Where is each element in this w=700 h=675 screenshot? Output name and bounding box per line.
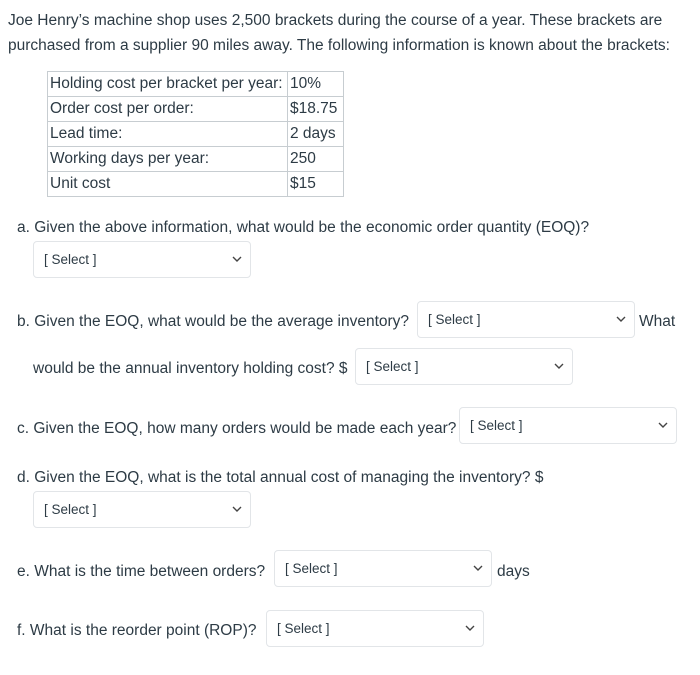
table-cell-label: Holding cost per bracket per year: [48, 72, 288, 97]
chevron-down-icon [232, 255, 242, 265]
question-f-text: f. What is the reorder point (ROP)? [17, 622, 257, 639]
orders-per-year-select[interactable] [459, 407, 677, 444]
chevron-down-icon [554, 362, 564, 372]
select-value: [ Select ] [428, 312, 481, 327]
chevron-down-icon [473, 564, 483, 574]
question-c-text: c. Given the EOQ, how many orders would be made each year? [17, 420, 457, 437]
table-row [48, 72, 344, 97]
holding-cost-select[interactable] [355, 348, 573, 385]
chevron-down-icon [658, 421, 668, 431]
table-cell-value: $15 [288, 172, 344, 197]
table-row [48, 172, 344, 197]
select-value: [ Select ] [44, 252, 97, 267]
total-cost-select[interactable] [33, 491, 251, 528]
bracket-info-table [47, 71, 344, 197]
problem-intro: Joe Henry’s machine shop uses 2,500 brackets during the course of a year. These brackets are purchased from a supplier 90 miles away. The following information is known about the brackets: [8, 12, 670, 54]
table-row [48, 122, 344, 147]
average-inventory-select[interactable] [417, 301, 635, 338]
chevron-down-icon [616, 315, 626, 325]
question-b-continuation: What [639, 313, 676, 330]
table-cell-label: Working days per year: [48, 147, 288, 172]
chevron-down-icon [465, 624, 475, 634]
question-b-text: b. Given the EOQ, what would be the average inventory? [17, 313, 410, 330]
chevron-down-icon [232, 505, 242, 515]
select-value: [ Select ] [277, 621, 330, 636]
table-cell-label: Unit cost [48, 172, 288, 197]
select-value: [ Select ] [366, 359, 419, 374]
question-d-text: d. Given the EOQ, what is the total annual cost of managing the inventory? $ [17, 469, 544, 486]
table-cell-label: Lead time: [48, 122, 288, 147]
select-value: [ Select ] [44, 502, 97, 517]
reorder-point-select[interactable] [266, 610, 484, 647]
time-between-orders-select[interactable] [274, 550, 492, 587]
table-cell-value: 2 days [288, 122, 344, 147]
select-value: [ Select ] [470, 418, 523, 433]
question-b-text-2: would be the annual inventory holding cost? $ [33, 360, 348, 377]
question-a-text: a. Given the above information, what would be the economic order quantity (EOQ)? [17, 219, 590, 236]
select-value: [ Select ] [285, 561, 338, 576]
table-cell-label: Order cost per order: [48, 97, 288, 122]
question-e-text: e. What is the time between orders? [17, 563, 266, 580]
question-e-unit: days [497, 563, 530, 580]
table-cell-value: 10% [288, 72, 344, 97]
table-row [48, 97, 344, 122]
eoq-select[interactable] [33, 241, 251, 278]
table-cell-value: 250 [288, 147, 344, 172]
table-cell-value: $18.75 [288, 97, 344, 122]
table-row [48, 147, 344, 172]
